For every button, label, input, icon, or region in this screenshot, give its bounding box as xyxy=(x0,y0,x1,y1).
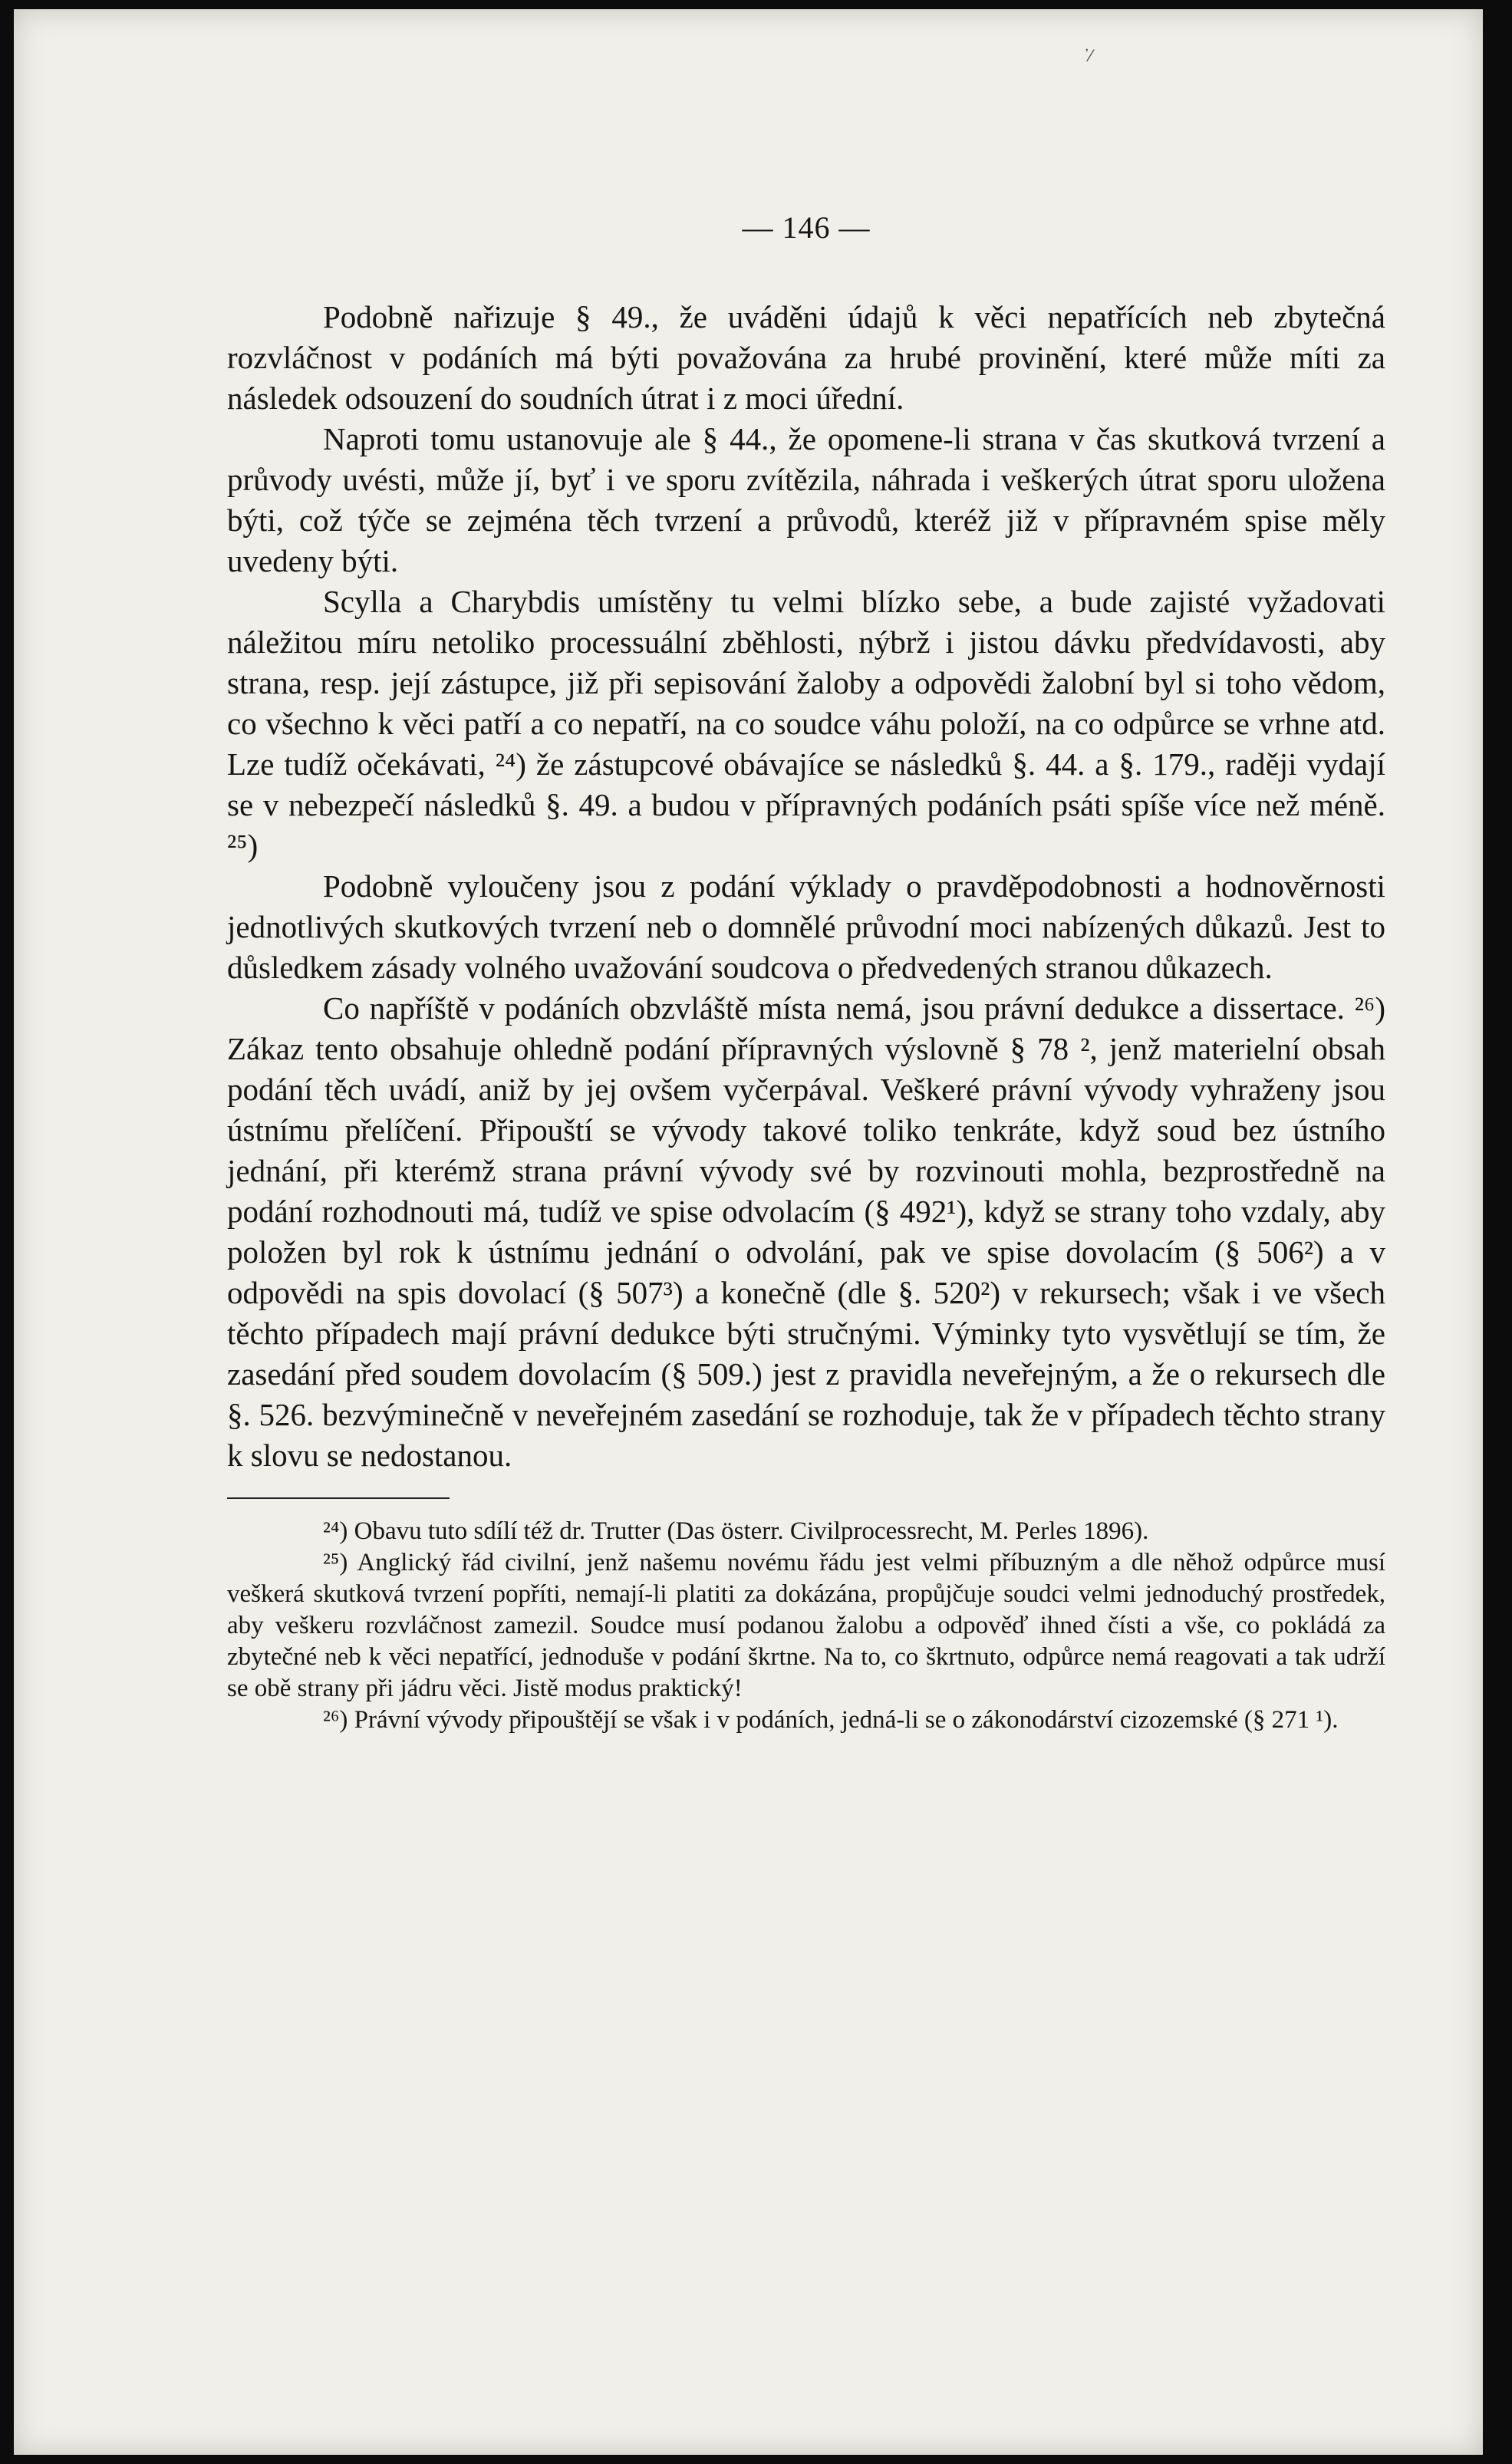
body-text xyxy=(227,297,1385,1476)
paragraph: Scylla a Charybdis umístěny tu velmi blízko sebe, a bude zajisté vyžadovati náležitou míru netoliko processuální zběhlosti, nýbrž i jistou dávku předvídavosti, aby strana, resp. její zástupce, již při sepisování žaloby a odpovědi žalobní byl si toho vědom, co všechno k věci patří a co nepatří, na co soudce váhu položí, na co odpůrce se vrhne atd. Lze tudíž očekávati, ²⁴) že zástupcové obávajíce se následků §. 44. a §. 179., raději vydají se v nebezpečí následků §. 49. a budou v přípravných podáních psáti spíše více než méně. ²⁵) xyxy=(227,584,1385,863)
footnote: ²⁴) Obavu tuto sdílí též dr. Trutter (Das österr. Civilprocessrecht, M. Perles 1896). xyxy=(323,1517,1149,1545)
footnotes xyxy=(227,1516,1385,1736)
corner-mark: ᾽⁄ xyxy=(1084,46,1092,65)
paragraph: Podobně nařizuje § 49., že uváděni údajů k věci nepatřících neb zbytečná rozvláčnost v podáních má býti považována za hrubé provinění, které může míti za následek odsouzení do soudních útrat i z moci úřední. xyxy=(227,299,1385,416)
paragraph: Podobně vyloučeny jsou z podání výklady o pravděpodobnosti a hodnověrnosti jednotlivých skutkových tvrzení neb o domnělé průvodní moci nabízených důkazů. Jest to důsledkem zásady volného uvažování soudcova o předvedených stranou důkazech. xyxy=(227,868,1385,985)
book-page xyxy=(14,9,1483,2455)
footnote: ²⁶) Právní vývody připouštějí se však i v podáních, jedná-li se o zákonodárství cizozemské (§ 271 ¹). xyxy=(323,1706,1339,1734)
footnote-divider xyxy=(227,1497,450,1499)
paragraph: Naproti tomu ustanovuje ale § 44., že opomene-li strana v čas skutková tvrzení a průvody uvésti, může jí, byť i ve sporu zvítězila, náhrada i veškerých útrat sporu uložena býti, což týče se zejména těch tvrzení a průvodů, kteréž již v přípravném spise měly uvedeny býti. xyxy=(227,421,1385,578)
page-text xyxy=(227,205,1385,1736)
page-number: — 146 — xyxy=(742,210,871,245)
footnote: ²⁵) Anglický řád civilní, jenž našemu novému řádu jest velmi příbuzným a dle něhož odpůrce musí veškerá skutková tvrzení popříti, nemají-li platiti za dokázána, propůjčuje soudci velmi jednoduchý prostředek, aby veškeru rozvláčnost zamezil. Soudce musí podanou žalobu a odpověď ihned čísti a vše, co pokládá za zbytečné neb k věci nepatřící, jednoduše v podání škrtne. Na to, co škrtnuto, odpůrce nemá reagovati a tak udrží se obě strany při jádru věci. Jistě modus praktický! xyxy=(227,1549,1385,1702)
paragraph: Co napříště v podáních obzvláště místa nemá, jsou právní dedukce a dissertace. ²⁶) Zákaz tento obsahuje ohledně podání přípravných výslovně § 78 ², jenž materielní obsah podání těch uvádí, aniž by jej ovšem vyčerpával. Veškeré právní vývody vyhraženy jsou ústnímu přelíčení. Připouští se vývody takové toliko tenkráte, když soud bez ústního jednání, při kterémž strana právní vývody své by rozvinouti mohla, bezprostředně na podání rozhodnouti má, tudíž ve spise odvolacím (§ 492¹), když se strany toho vzdaly, aby položen byl rok k ústnímu jednání o odvolání, pak ve spise dovolacím (§ 506²) a v odpovědi na spis dovolací (§ 507³) a konečně (dle §. 520²) v rekursech; však i ve všech těchto případech mají právní dedukce býti stručnými. Výminky tyto vysvětlují se tím, že zasedání před soudem dovolacím (§ 509.) jest z pravidla neveřejným, a že o rekursech dle §. 526. bezvýminečně v neveřejném zasedání se rozhoduje, tak že v případech těchto strany k slovu se nedostanou. xyxy=(227,990,1385,1473)
